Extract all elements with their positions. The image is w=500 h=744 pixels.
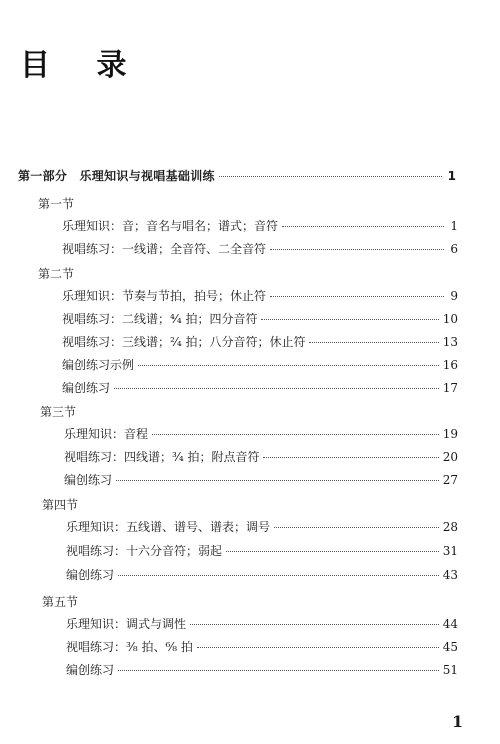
section-heading: 第三节 xyxy=(40,405,77,419)
dot-leader xyxy=(270,296,444,297)
dot-leader xyxy=(197,647,439,648)
toc-page-number: 44 xyxy=(442,617,458,631)
toc-entry[interactable] xyxy=(62,218,458,234)
toc-entry-label: 视唱练习：三线谱；²⁄₄ 拍；八分音符；休止符 xyxy=(62,335,306,349)
toc-page-number: 31 xyxy=(442,544,458,558)
toc-entry-label: 编创练习示例 xyxy=(62,358,135,372)
toc-entry-label: 编创练习 xyxy=(64,473,113,487)
toc-entry-label: 乐理知识：节奏与节拍，拍号；休止符 xyxy=(62,289,267,303)
dot-leader xyxy=(261,319,438,320)
toc-page-number: 28 xyxy=(442,520,458,534)
toc-entry[interactable] xyxy=(62,311,458,327)
toc-entry-label: 视唱练习：³⁄₈ 拍、⁶⁄₈ 拍 xyxy=(66,640,193,654)
toc-entry[interactable] xyxy=(66,519,458,535)
toc-page-number: 16 xyxy=(442,358,458,372)
toc-page-number: 43 xyxy=(442,568,458,582)
toc-entry-label: 视唱练习：十六分音符；弱起 xyxy=(66,544,223,558)
footer-page-number: 1 xyxy=(452,712,464,731)
toc-entry[interactable] xyxy=(62,357,458,373)
toc-entry-label: 视唱练习：四线谱；³⁄₄ 拍；附点音符 xyxy=(64,450,260,464)
toc-entry-label: 编创练习 xyxy=(66,568,115,582)
section-heading: 第四节 xyxy=(42,498,79,512)
toc-entry[interactable] xyxy=(64,449,458,465)
toc-page-number: 45 xyxy=(442,640,458,654)
dot-leader xyxy=(118,575,439,576)
toc-entry-label: 乐理知识：音程 xyxy=(64,427,149,441)
toc-entry[interactable] xyxy=(64,472,458,488)
toc-page-number: 1 xyxy=(447,169,456,183)
toc-entry[interactable] xyxy=(66,543,458,559)
dot-leader xyxy=(282,226,444,227)
toc-page-number: 51 xyxy=(442,663,458,677)
toc-entry[interactable] xyxy=(62,288,458,304)
toc-entry[interactable] xyxy=(62,241,458,257)
toc-entry[interactable] xyxy=(66,567,458,583)
toc-page-number: 19 xyxy=(442,427,458,441)
section-heading: 第二节 xyxy=(38,267,75,281)
dot-leader xyxy=(116,480,439,481)
toc-entry[interactable] xyxy=(66,616,458,632)
toc-page-number: 1 xyxy=(450,219,458,233)
toc-entry[interactable] xyxy=(62,380,458,396)
page-title: 目 录 xyxy=(20,48,145,83)
dot-leader xyxy=(219,176,442,177)
dot-leader xyxy=(263,457,438,458)
dot-leader xyxy=(118,670,439,671)
dot-leader xyxy=(114,388,439,389)
dot-leader xyxy=(309,342,438,343)
dot-leader xyxy=(270,249,444,250)
toc-entry-label: 视唱练习：二线谱；⁴⁄₄ 拍；四分音符 xyxy=(62,312,258,326)
toc-entry-label: 乐理知识：五线谱、谱号、谱表；调号 xyxy=(66,520,271,534)
dot-leader xyxy=(274,527,439,528)
toc-entry-label: 乐理知识：调式与调性 xyxy=(66,617,187,631)
toc-entry-label: 乐理知识：音；音名与唱名；谱式；音符 xyxy=(62,219,279,233)
dot-leader xyxy=(190,624,439,625)
toc-entry-label: 视唱练习：一线谱；全音符、二全音符 xyxy=(62,242,267,256)
toc-page-number: 17 xyxy=(442,381,458,395)
dot-leader xyxy=(226,551,439,552)
toc-page-number: 13 xyxy=(442,335,458,349)
dot-leader xyxy=(138,365,439,366)
toc-entry[interactable] xyxy=(62,334,458,350)
toc-page-number: 20 xyxy=(442,450,458,464)
toc-page-number: 6 xyxy=(450,242,458,256)
section-heading: 第五节 xyxy=(42,595,79,609)
toc-entry[interactable] xyxy=(64,426,458,442)
toc-entry[interactable] xyxy=(66,639,458,655)
section-heading: 第一节 xyxy=(38,197,75,211)
toc-entry[interactable] xyxy=(66,662,458,678)
toc-part-label: 第一部分 乐理知识与视唱基础训练 xyxy=(18,169,215,183)
toc-part-entry[interactable] xyxy=(18,168,456,184)
toc-page-number: 9 xyxy=(450,289,458,303)
toc-page-number: 27 xyxy=(442,473,458,487)
toc-entry-label: 编创练习 xyxy=(66,663,115,677)
toc-entry-label: 编创练习 xyxy=(62,381,111,395)
dot-leader xyxy=(152,434,439,435)
toc-page-number: 10 xyxy=(442,312,458,326)
